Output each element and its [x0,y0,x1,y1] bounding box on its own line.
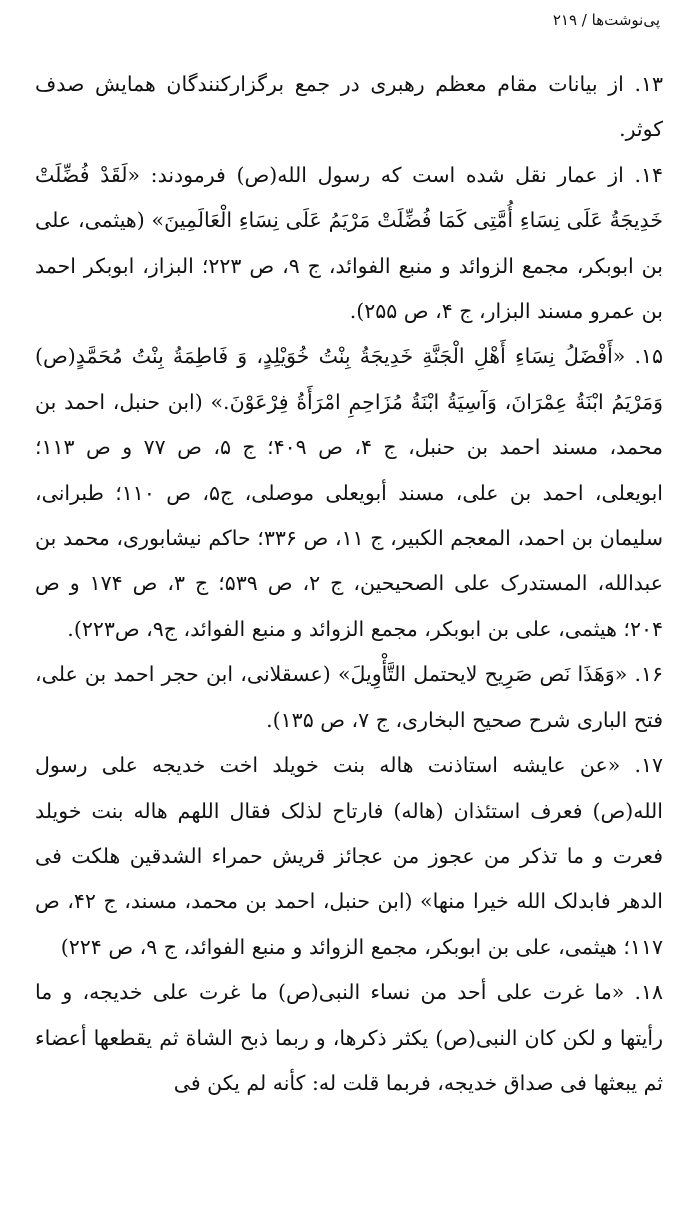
endnotes-body [35,62,663,1106]
running-header: پی‌نوشت‌ها / ۲۱۹ [552,11,660,29]
endnote-14: ۱۴. از عمار نقل شده است که رسول الله(ص) فرمودند: «لَقَدْ فُضِّلَتْ خَدِیجَةُ عَلَی نِسَاءِ أُمَّتِی کَمَا فُضِّلَتْ مَرْیَمُ عَلَی نِسَاءِ الْعَالَمِینَ» (هیثمی، علی بن ابوبکر، مجمع الزوائد و منبع الفوائد، ج ۹، ص ۲۲۳؛ البزاز، ابوبکر احمد بن عمرو مسند البزار، ج ۴، ص ۲۵۵). [35,162,663,324]
endnote-15: ۱۵. «أَفْضَلُ نِسَاءِ أَهْلِ الْجَنَّةِ خَدِیجَةُ بِنْتُ خُوَیْلِدٍ، وَ فَاطِمَةُ بِنْتُ مُحَمَّدٍ(ص) وَمَرْیَمُ ابْنَةُ عِمْرَانَ، وَآسِیَةُ ابْنَةُ مُزَاحِمِ امْرَأَةُ فِرْعَوْنَ.» (ابن حنبل، احمد بن محمد، مسند احمد بن حنبل، ج ۴، ص ۴۰۹؛ ج ۵، ص ۷۷ و ص ۱۱۳؛ ابویعلی، احمد بن علی، مسند أبویعلی موصلی، ج۵، ص ۱۱۰؛ طبرانی، سلیمان بن احمد، المعجم الکبیر، ج ۱۱، ص ۳۳۶؛ حاکم نیشابوری، محمد بن عبدالله، المستدرک علی الصحیحین، ج ۲، ص ۵۳۹؛ ج ۳، ص ۱۷۴ و ص ۲۰۴؛ هیثمی، علی بن ابوبکر، مجمع الزوائد و منبع الفوائد، ج۹، ص۲۲۳). [35,344,663,641]
endnote-16: ۱۶. «وَهَذَا نَص صَرِیح لایحتمل التَّأْوِیلَ» (عسقلانی، ابن حجر احمد بن علی، فتح الباری شرح صحیح البخاری، ج ۷، ص ۱۳۵). [35,662,663,732]
endnote-13: ۱۳. از بیانات مقام معظم رهبری در جمع برگزارکنندگان همایش صدف کوثر. [35,72,663,142]
endnote-17: ۱۷. «عن عایشه استاذنت هاله بنت خویلد اخت خدیجه علی رسول الله(ص) فعرف استئذان (هاله) فارتاح لذلک فقال اللهم هاله بنت خویلد فعرت و ما تذکر من عجوز من عجائز قریش حمراء الشدقین هلکت فی الدهر فابدلک الله خیرا منها» (ابن حنبل، احمد بن محمد، مسند، ج ۴۲، ص ۱۱۷؛ هیثمی، علی بن ابوبکر، مجمع الزوائد و منبع الفوائد، ج ۹، ص ۲۲۴) [35,753,663,959]
endnote-18: ۱۸. «ما غرت علی أحد من نساء النبی(ص) ما غرت علی خدیجه، و ما رأیتها و لکن کان النبی(ص) یکثر ذکرها، و ربما ذبح الشاة ثم یقطعها أعضاء ثم یبعثها فی صداق خدیجه، فربما قلت له: کأنه لم یکن فی [35,980,663,1095]
